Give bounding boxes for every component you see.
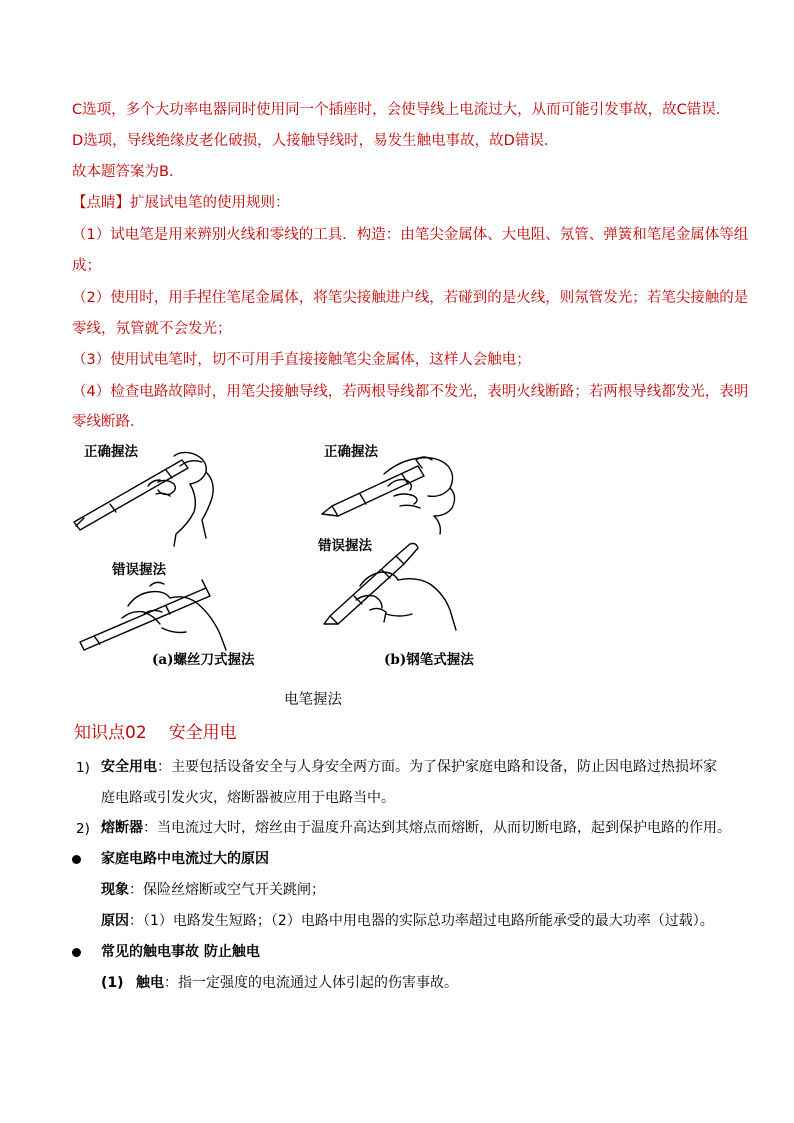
item-1-text-a: ：主要包括设备安全与人身安全两方面。为了保护家庭电路和设备，防止因电路过热损坏家: [157, 759, 717, 775]
pen-wrong-drawing: [324, 544, 456, 631]
tip-heading: [72, 193, 290, 213]
item-1-term: 安全用电: [101, 759, 157, 775]
item-2-term: 熔断器: [101, 820, 143, 836]
rule-1-line-a: （1）试电笔是用来辨别火线和零线的工具．构造：由笔尖金属体、大电阻、氖管、弹簧和笔尾金属体等组: [72, 227, 749, 243]
item-1-number: 1): [76, 760, 90, 776]
pen-correct-drawing: [322, 457, 455, 534]
item-1-line-b: 庭电路或引发火灾，熔断器被应用于电路当中。: [101, 790, 395, 806]
option-c-explanation: C选项，多个大功率电器同时使用同一个插座时，会使导线上电流过大，从而可能引发事故，故C错误．: [72, 102, 731, 118]
tip-title: 扩展试电笔的使用规则：: [130, 195, 290, 211]
option-d-explanation: D选项，导线绝缘皮老化破损，人接触导线时，易发生触电事故，故D错误．: [72, 133, 559, 149]
figure-title: 电笔握法: [284, 692, 342, 708]
tip-tag: 【点睛】: [72, 195, 130, 211]
section-heading: [74, 718, 237, 743]
item-1-line-a: [101, 757, 717, 777]
bullet-2-dot: [72, 948, 81, 957]
grip-illustrations: [70, 438, 510, 670]
item-2-text-a: ：当电流过大时，熔丝由于温度升高达到其熔点而熔断，从而切断电路，起到保护电路的作用。: [143, 820, 731, 836]
rule-1-line-b: 成；: [72, 258, 101, 274]
bullet-2-title: 常见的触电事故 防止触电: [101, 944, 260, 960]
screwdriver-wrong-drawing: [80, 580, 226, 650]
phenomenon-text: ：保险丝熔断或空气开关跳闸；: [129, 882, 325, 898]
rule-4-line-a: （4）检查电路故障时，用笔尖接触导线，若两根导线都不发光，表明火线断路；若两根导线都发光，表明: [72, 384, 749, 400]
label-a-correct: 正确握法: [84, 444, 138, 460]
cause-line: [101, 911, 714, 931]
rule-3-line: （3）使用试电笔时，切不可用手直接接触笔尖金属体，这样人会触电；: [72, 352, 531, 368]
phenomenon-label: 现象: [101, 882, 129, 898]
test-pen-grip-figure: [70, 438, 510, 670]
sub-item-number: (1): [101, 975, 124, 991]
electric-shock-line: [101, 973, 458, 993]
rule-2-line-b: 零线，氖管就不会发光；: [72, 321, 232, 337]
answer-line: 故本题答案为B．: [72, 164, 184, 180]
item-2-number: 2): [76, 821, 90, 837]
section-number: 知识点02: [74, 723, 147, 743]
cause-label: 原因: [101, 913, 129, 929]
rule-4-line-b: 零线断路．: [72, 414, 145, 430]
item-2-line: [101, 818, 731, 838]
bullet-1-dot: [72, 855, 81, 864]
label-a-wrong: 错误握法: [112, 562, 166, 578]
label-b-wrong: 错误握法: [318, 538, 372, 554]
rule-2-line-a: （2）使用时，用手捏住笔尾金属体，将笔尖接触进户线，若碰到的是火线，则氖管发光；若笔尖接触的是: [72, 290, 749, 306]
phenomenon-line: [101, 880, 325, 900]
cause-text: ：（1）电路发生短路；（2）电路中用电器的实际总功率超过电路所能承受的最大功率（过载）。: [129, 913, 714, 929]
caption-a: (a)螺丝刀式握法: [152, 652, 255, 668]
sub-item-text: ：指一定强度的电流通过人体引起的伤害事故。: [164, 975, 458, 991]
section-title: 安全用电: [168, 723, 237, 743]
screwdriver-correct-drawing: [74, 452, 213, 546]
sub-item-term: 触电: [136, 975, 164, 991]
label-b-correct: 正确握法: [324, 444, 378, 460]
caption-b: (b)钢笔式握法: [384, 652, 474, 668]
bullet-1-title: 家庭电路中电流过大的原因: [101, 851, 269, 867]
